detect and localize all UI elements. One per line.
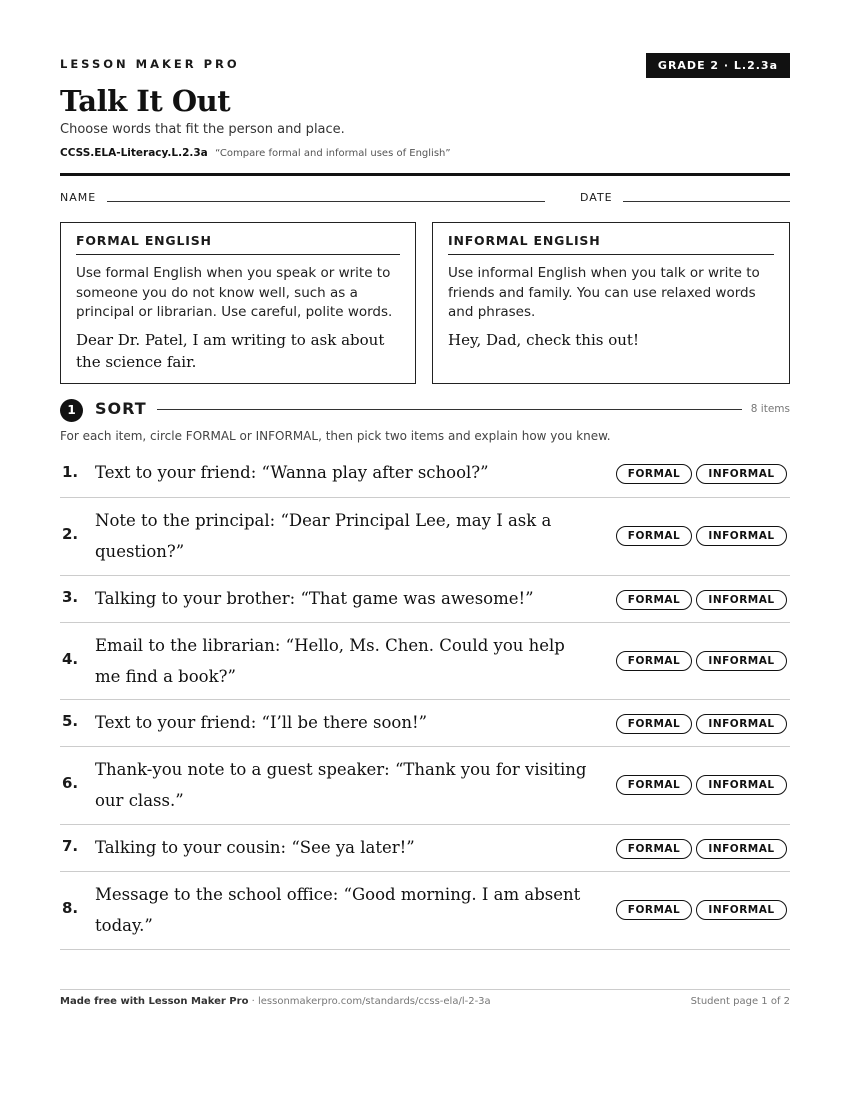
item-text: Text to your friend: “Wanna play after school?” <box>95 463 489 482</box>
formal-choice-button[interactable]: FORMAL <box>616 464 692 484</box>
item-number: 2. <box>62 525 79 543</box>
formal-box-heading: FORMAL ENGLISH <box>76 233 400 255</box>
item-choices <box>616 712 787 734</box>
informal-english-box <box>432 222 790 384</box>
list-item <box>60 576 790 623</box>
item-number: 4. <box>62 650 79 668</box>
informal-box-example: Hey, Dad, check this out! <box>448 330 639 349</box>
sort-item-list <box>60 450 790 950</box>
item-number: 7. <box>62 837 79 855</box>
informal-box-description: Use informal English when you talk or write to friends and family. You can use relaxed words and phrases. <box>448 265 760 320</box>
section-header <box>60 398 790 422</box>
item-text: Message to the school office: “Good morning. I am absent today.” <box>95 885 581 935</box>
header-divider <box>60 173 790 176</box>
informal-choice-button[interactable]: INFORMAL <box>696 526 787 546</box>
section-rule <box>157 409 742 410</box>
item-number: 1. <box>62 463 79 481</box>
formal-box-description: Use formal English when you speak or write to someone you do not know well, such as a principal or librarian. Use careful, polite words. <box>76 265 393 320</box>
page-subtitle: Choose words that fit the person and place. <box>60 122 345 137</box>
list-item <box>60 872 790 950</box>
section-title: SORT <box>95 399 147 418</box>
brand-name: LESSON MAKER PRO <box>60 57 240 71</box>
date-label: DATE <box>580 191 613 204</box>
standard-reference <box>60 147 451 159</box>
item-number: 5. <box>62 712 79 730</box>
item-choices <box>616 524 787 546</box>
name-date-row <box>60 190 790 206</box>
date-field[interactable] <box>623 201 790 202</box>
footer-divider <box>60 989 790 990</box>
grade-badge: GRADE 2 · L.2.3a <box>646 53 790 78</box>
list-item <box>60 700 790 747</box>
item-choices <box>616 588 787 610</box>
footer-made-with: Made free with Lesson Maker Pro <box>60 996 249 1007</box>
name-label: NAME <box>60 191 97 204</box>
item-choices <box>616 837 787 859</box>
formal-choice-button[interactable]: FORMAL <box>616 526 692 546</box>
page-title: Talk It Out <box>60 84 231 118</box>
item-choices <box>616 898 787 920</box>
item-choices <box>616 462 787 484</box>
formal-english-box <box>60 222 416 384</box>
item-text: Text to your friend: “I’ll be there soon!” <box>95 713 428 732</box>
name-field[interactable] <box>107 201 545 202</box>
informal-choice-button[interactable]: INFORMAL <box>696 714 787 734</box>
item-text: Talking to your brother: “That game was awesome!” <box>95 589 534 608</box>
informal-choice-button[interactable]: INFORMAL <box>696 651 787 671</box>
item-number: 3. <box>62 588 79 606</box>
item-choices <box>616 649 787 671</box>
standard-quote: “Compare formal and informal uses of English” <box>215 148 451 159</box>
informal-box-heading: INFORMAL ENGLISH <box>448 233 774 255</box>
item-choices <box>616 773 787 795</box>
formal-box-example: Dear Dr. Patel, I am writing to ask about the science fair. <box>76 330 385 371</box>
formal-choice-button[interactable]: FORMAL <box>616 775 692 795</box>
formal-choice-button[interactable]: FORMAL <box>616 714 692 734</box>
item-text: Email to the librarian: “Hello, Ms. Chen. Could you help me find a book?” <box>95 636 565 686</box>
footer-credit <box>60 996 491 1007</box>
formal-choice-button[interactable]: FORMAL <box>616 900 692 920</box>
list-item <box>60 498 790 576</box>
item-number: 6. <box>62 774 79 792</box>
section-instructions: For each item, circle FORMAL or INFORMAL, then pick two items and explain how you knew. <box>60 429 611 443</box>
item-text: Talking to your cousin: “See ya later!” <box>95 838 415 857</box>
informal-choice-button[interactable]: INFORMAL <box>696 900 787 920</box>
item-number: 8. <box>62 899 79 917</box>
footer-url[interactable]: · lessonmakerpro.com/standards/ccss-ela/l-2-3a <box>248 996 491 1007</box>
item-text: Note to the principal: “Dear Principal Lee, may I ask a question?” <box>95 511 552 561</box>
formal-choice-button[interactable]: FORMAL <box>616 651 692 671</box>
standard-code: CCSS.ELA-Literacy.L.2.3a <box>60 147 208 159</box>
item-text: Thank-you note to a guest speaker: “Thank you for visiting our class.” <box>95 760 587 810</box>
section-item-count: 8 items <box>750 403 790 415</box>
informal-choice-button[interactable]: INFORMAL <box>696 464 787 484</box>
formal-choice-button[interactable]: FORMAL <box>616 590 692 610</box>
formal-choice-button[interactable]: FORMAL <box>616 839 692 859</box>
section-number-badge: 1 <box>60 399 83 422</box>
informal-choice-button[interactable]: INFORMAL <box>696 839 787 859</box>
list-item <box>60 825 790 872</box>
informal-choice-button[interactable]: INFORMAL <box>696 775 787 795</box>
footer-page-number: Student page 1 of 2 <box>690 996 790 1007</box>
informal-choice-button[interactable]: INFORMAL <box>696 590 787 610</box>
list-item <box>60 450 790 498</box>
list-item <box>60 623 790 700</box>
list-item <box>60 747 790 825</box>
